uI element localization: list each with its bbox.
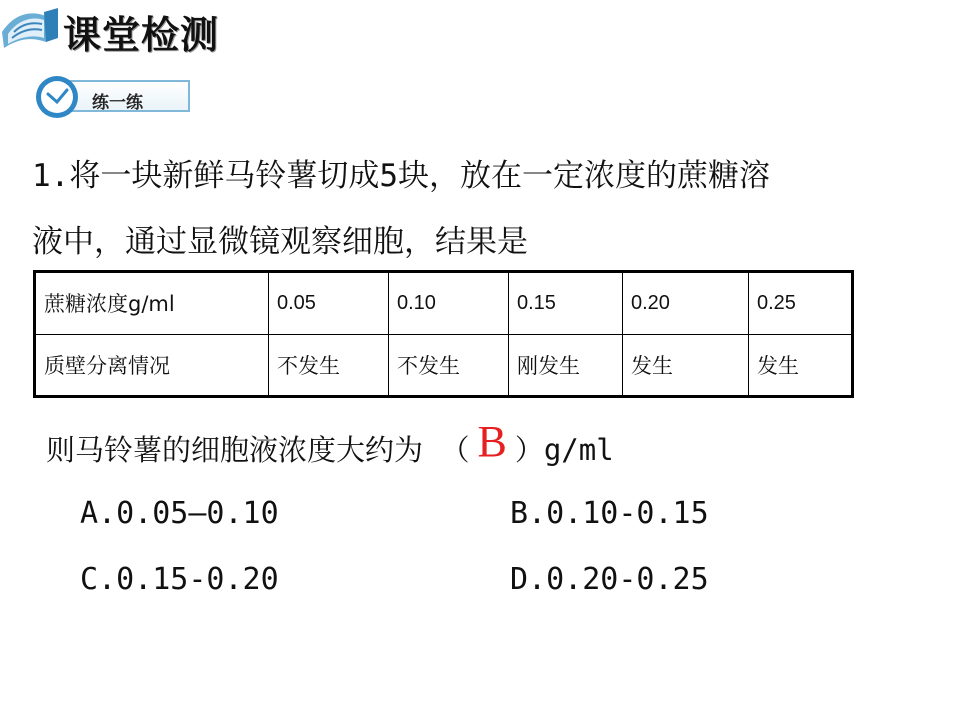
table-cell: 蔗糖浓度g/ml: [35, 272, 269, 335]
table-cell: 0.25: [749, 272, 853, 335]
table-cell: 质壁分离情况: [35, 334, 269, 397]
option-d[interactable]: D.0.20-0.25: [510, 562, 709, 597]
table-row: [35, 334, 853, 397]
option-b[interactable]: B.0.10-0.15: [510, 496, 709, 531]
slide-header: [0, 0, 300, 56]
option-a[interactable]: A.0.05—0.10: [80, 496, 279, 531]
table-cell: 0.15: [509, 272, 623, 335]
option-c[interactable]: C.0.15-0.20: [80, 562, 279, 597]
prompt-suffix: ）g/ml: [514, 433, 614, 467]
table-row: [35, 272, 853, 335]
table-cell: 不发生: [269, 334, 389, 397]
clock-icon: [34, 74, 80, 120]
answer-prompt: [46, 417, 614, 471]
table-cell: 0.05: [269, 272, 389, 335]
table-cell: 不发生: [389, 334, 509, 397]
table-cell: 0.20: [623, 272, 749, 335]
page-title: 课堂检测: [63, 13, 220, 57]
section-badge: [34, 74, 190, 120]
badge-label: 练一练: [92, 93, 143, 113]
question-line-1: 1.将一块新鲜马铃薯切成5块，放在一定浓度的蔗糖溶: [32, 158, 770, 194]
answer-mark: B: [477, 417, 507, 466]
table-cell: 发生: [749, 334, 853, 397]
results-table: [33, 270, 854, 398]
book-icon: [0, 2, 60, 50]
table-cell: 发生: [623, 334, 749, 397]
table-cell: 刚发生: [509, 334, 623, 397]
prompt-prefix: 则马铃薯的细胞液浓度大约为 （: [46, 433, 470, 467]
question-line-2: 液中，通过显微镜观察细胞，结果是: [32, 224, 528, 260]
table-cell: 0.10: [389, 272, 509, 335]
